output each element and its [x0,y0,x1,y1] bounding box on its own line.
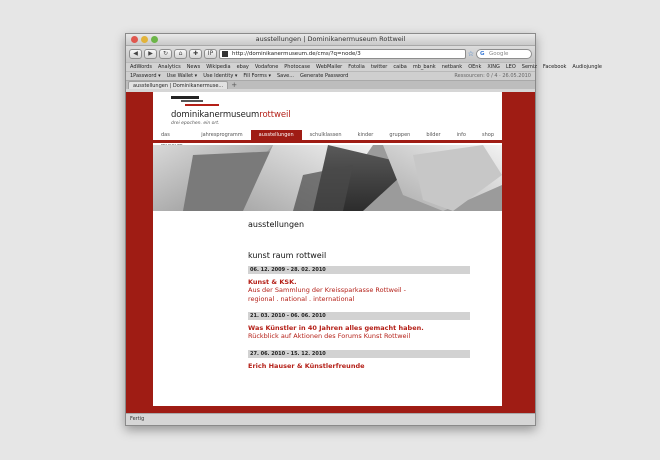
nav-gruppen[interactable]: gruppen [389,132,411,138]
home-button[interactable]: ⌂ [174,49,187,59]
nav-info[interactable]: info [456,132,466,138]
site-favicon-icon [222,51,228,57]
search-input[interactable] [476,49,532,59]
bookmark-item[interactable]: mb_bank [412,64,436,70]
nav-shop[interactable]: shop [481,132,494,138]
addon-1password[interactable]: 1Password ▾ [130,73,161,79]
site-logo[interactable] [171,96,291,126]
logo-text-main: dominikanermuseum [171,110,260,120]
logo-mark-icon [171,96,219,108]
bookmark-item[interactable]: Facebook [542,64,567,70]
title-bar[interactable] [126,34,535,46]
navigation-toolbar [126,46,535,62]
bookmark-item[interactable]: Audiojungle [572,64,602,70]
browser-window [125,33,602,426]
bookmark-item[interactable]: netbank [441,64,463,70]
bookmark-item[interactable]: OEnk [468,64,482,70]
main-nav [153,130,502,143]
bookmark-item[interactable]: AdWords [130,64,152,70]
add-bookmark-button[interactable]: ✚ [189,49,202,59]
nav-jahresprogramm[interactable]: jahresprogramm [201,132,243,138]
logo-text [171,110,291,120]
bookmarks-bar [126,62,602,71]
exhibition-title-link[interactable]: Was Künstler in 40 Jahren alles gemacht haben. [248,324,424,332]
bookmark-item[interactable]: Wikipedia [206,64,231,70]
web-content [126,92,535,413]
exhibition-subtitle-link[interactable]: Rückblick auf Aktionen des Forums Kunst Rottweil [248,332,411,340]
nav-ausstellungen[interactable]: ausstellungen [251,130,302,141]
url-field[interactable] [219,49,466,59]
exhibition-item [248,350,470,370]
ip-button[interactable]: IP [204,49,217,59]
bookmark-item[interactable]: XING [487,64,500,70]
section-title: kunst raum rottweil [248,251,327,260]
window-title: ausstellungen | Dominikanermuseum Rottweil [255,35,406,43]
bookmark-item[interactable]: twitter [370,64,388,70]
addon-use-identity[interactable]: Use Identity ▾ [203,73,238,79]
resource-indicator: Ressourcen: 0 / 4 · 26.05.2010 [454,73,531,79]
star-icon[interactable]: ☆ [467,50,474,58]
logo-tagline: drei epochen. ein ort. [171,121,220,126]
nav-kinder[interactable]: kinder [357,132,374,138]
bookmark-item[interactable]: LEO [505,64,516,70]
site-page [153,92,502,406]
exhibition-item [248,266,470,303]
hero-image [153,145,502,211]
nav-bilder[interactable]: bilder [426,132,441,138]
bookmark-item[interactable]: ebay [236,64,249,70]
forward-button[interactable]: ▶ [144,49,157,59]
new-tab-button[interactable]: + [231,81,238,89]
password-toolbar [126,71,535,80]
back-button[interactable]: ◀ [129,49,142,59]
bookmark-item[interactable]: Semiz [521,64,537,70]
exhibition-title-link[interactable]: Kunst & KSK. [248,278,297,286]
url-text: http://dominikanermuseum.de/cms/?q=node/3 [232,51,361,57]
exhibition-subtitle-link[interactable]: regional . national . international [248,294,355,303]
exhibition-item [248,312,470,341]
bookmark-item[interactable]: Photocase [284,64,311,70]
addon-use-wallet[interactable]: Use Wallet ▾ [166,73,198,79]
exhibition-date: 21. 03. 2010 - 06. 06. 2010 [248,312,470,320]
logo-text-accent: rottweil [259,110,291,120]
exhibition-title-link[interactable]: Erich Hauser & Künstlerfreunde [248,361,365,370]
exhibition-date: 06. 12. 2009 - 28. 02. 2010 [248,266,470,274]
exhibition-date: 27. 06. 2010 - 15. 12. 2010 [248,350,470,358]
google-icon: G [480,51,485,57]
addon-generate-password[interactable]: Generate Password [300,73,349,79]
hero-sculpture-image [153,145,502,211]
nav-schulklassen[interactable]: schulklassen [309,132,342,138]
addon-save[interactable]: Save... [276,73,295,79]
bookmark-item[interactable]: Fotolia [348,64,365,70]
tab-ausstellungen[interactable]: ausstellungen | Dominikanermuse... [128,81,228,89]
tab-bar [126,80,535,89]
bookmark-item[interactable]: Vodafone [254,64,279,70]
nav-das-museum[interactable]: das [161,132,170,138]
exhibition-subtitle-link[interactable]: Aus der Sammlung der Kreissparkasse Rottweil - [248,286,407,294]
main-content [248,211,470,370]
status-bar: Fertig [126,413,535,425]
reload-button[interactable]: ↻ [159,49,172,59]
search-placeholder: Google [489,51,509,57]
addon-fill-forms[interactable]: Fill Forms ▾ [243,73,271,79]
page-title: ausstellungen [248,220,305,229]
bookmark-item[interactable]: caiba [393,64,407,70]
bookmark-item[interactable]: News [186,64,201,70]
bookmark-item[interactable]: Analytics [157,64,181,70]
bookmark-item[interactable]: WebMailer [316,64,343,70]
